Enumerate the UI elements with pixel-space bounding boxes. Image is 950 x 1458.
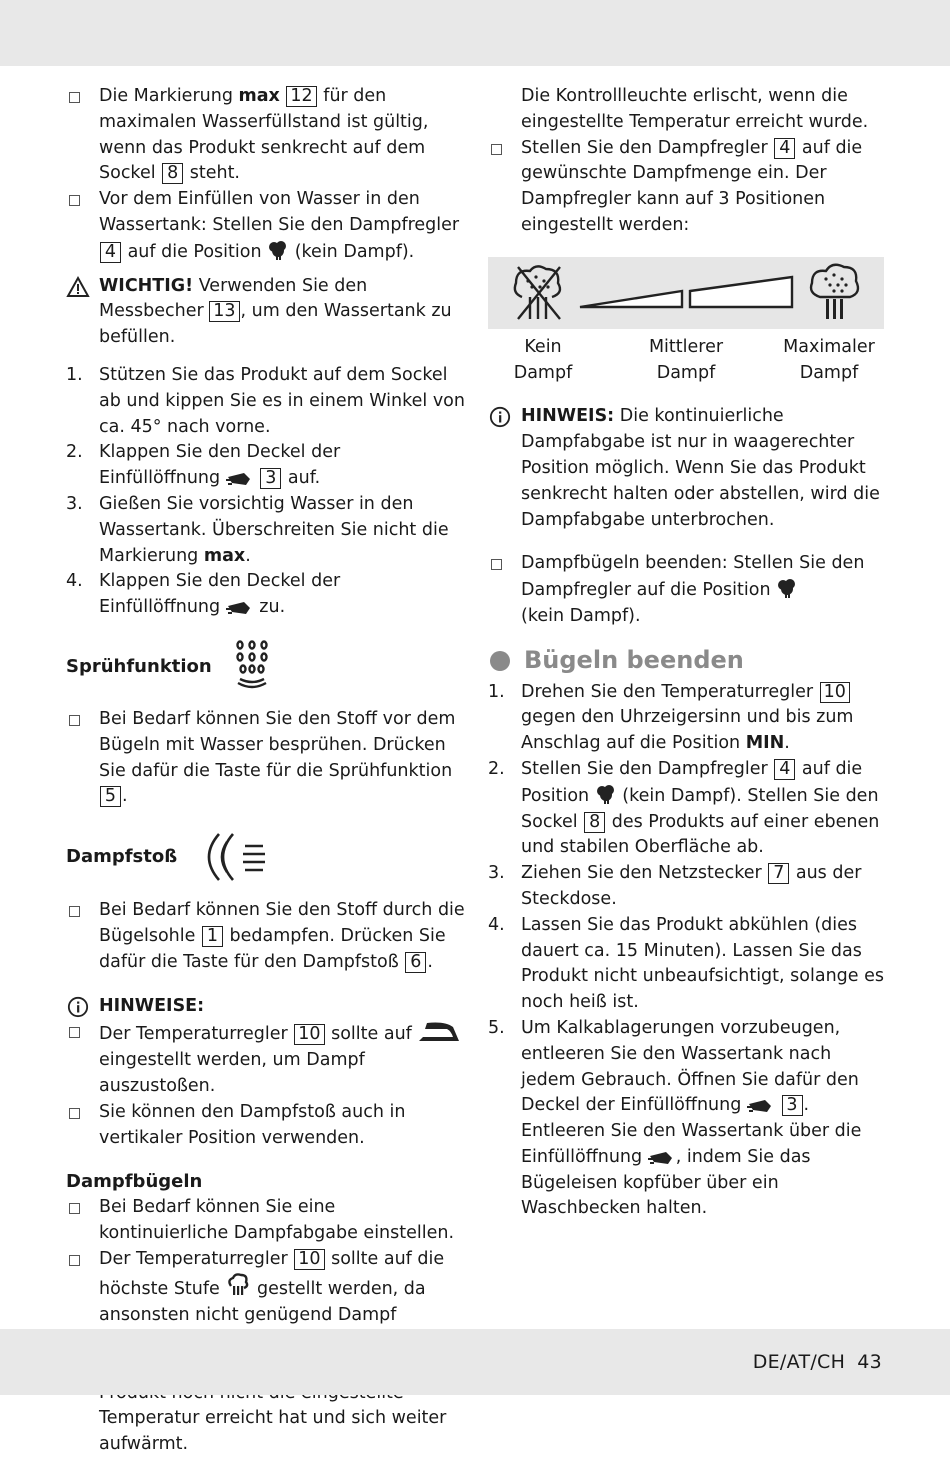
left-column [66,84,466,1458]
right-column [488,84,888,1222]
checkbox-bullet [69,906,80,917]
max-steam-icon [225,1272,251,1298]
reference-number: 4 [100,242,121,263]
list-item: Dampfbügeln beenden: Stellen Sie den Dampfregler auf die Position (kein Dampf). [488,551,888,629]
steam-level-labels [488,335,884,387]
fill-opening-icon [747,1094,775,1114]
list-item: Bei Bedarf können Sie eine kontinuierliche Dampfabgabe einstellen. [66,1195,466,1247]
reference-number: 3 [782,1095,803,1116]
reference-number: 8 [584,812,605,833]
checkbox-bullet [491,559,502,570]
checkbox-bullet [69,1108,80,1119]
reference-number: 6 [405,952,426,973]
list-item: Der Temperaturregler 10 sollte auf die höchste Stufe gestellt werden, da ansonsten nicht genügend Dampf Temperatur erreicht hat und sich weiter aufwärmt. [66,1247,466,1458]
reference-number: 12 [286,86,316,107]
fill-opening-icon [648,1146,676,1166]
numbered-step: 2. Stellen Sie den Dampfregler 4 auf die Position (kein Dampf). Stellen Sie den Sockel 8 des Produkts auf einer ebenen und stabilen Oberfläche ab. [488,758,880,858]
no-steam-icon [595,783,617,805]
info-note: HINWEIS: Die kontinuierliche Dampfabgabe ist nur in waagerechter Position möglich. Wenn Sie das Produkt senkrecht halten oder abstellen, wird die Dampfabgabe unterbrochen. [488,404,888,533]
no-steam-icon [267,239,289,261]
list-item: Vor dem Einfüllen von Wasser in den Wassertank: Stellen Sie den Dampfregler 4 auf die Position (kein Dampf). [66,187,466,265]
checkbox-bullet [69,92,80,103]
level-label: Mittlerer Dampf [648,336,724,383]
numbered-step: 5. Um Kalkablagerungen vorzubeugen, entleeren Sie den Wassertank nach jedem Gebrauch. Öffnen Sie dafür den Deckel der Einfüllöffnung 3 . Entleeren Sie den Wassertank über die Einfüllöffnung , indem Sie das Bügeleisen kopfüber über ein Waschbecken halten. [488,1017,862,1219]
reference-number: 4 [774,759,795,780]
checkbox-bullet [69,715,80,726]
spray-icon [232,639,272,695]
reference-number: 10 [294,1024,324,1045]
reference-number: 7 [768,863,789,884]
list-item: Die Markierung max 12 für den maximalen Wasserfüllstand ist gültig, wenn das Produkt senkrecht auf dem Sockel 8 steht. [66,84,466,187]
checkbox-bullet [491,144,502,155]
spray-section-header [66,639,466,695]
burst-section-header [66,828,466,886]
fill-opening-icon [226,467,254,487]
section-title: Dampfbügeln [66,1171,203,1193]
list-item: Bei Bedarf können Sie den Stoff durch die Bügelsohle 1 bedampfen. Drücken Sie dafür die Taste für den Dampfstoß 6 . [66,898,466,975]
medium-steam-wedge [580,291,682,307]
page-number: 43 [857,1351,882,1373]
reference-number: 10 [820,682,850,703]
no-steam-icon [515,266,560,319]
reference-number: 3 [260,468,281,489]
steam-level-diagram [488,257,884,329]
numbered-step: 1. Drehen Sie den Temperaturregler 10 gegen den Uhrzeigersinn und bis zum Anschlag auf die Position MIN. [488,681,854,754]
steam-burst-icon [193,828,273,886]
section-title: Dampfstoß [66,846,178,868]
region-label: DE/AT/CH [752,1351,846,1373]
warning-icon [66,276,90,298]
warning-note: WICHTIG! Verwenden Sie den Messbecher 13 , um den Wassertank zu befüllen. [66,274,466,351]
checkbox-bullet [69,1203,80,1214]
list-item: Stellen Sie den Dampfregler 4 auf die gewünschte Dampfmenge ein. Der Dampfregler kann auf 3 Positionen eingestellt werden: [488,136,888,239]
bullet-dot [490,651,510,671]
hints-note: HINWEISE: [66,994,466,1020]
iron-three-dots-icon [417,1019,461,1043]
reference-number: 10 [294,1249,324,1270]
numbered-step: 1. Stützen Sie das Produkt auf dem Sockel ab und kippen Sie es in einem Winkel von ca. 45° nach vorne. [66,364,465,437]
no-steam-icon [776,577,798,599]
section-heading: Bügeln beenden [488,648,888,674]
reference-number: 1 [202,926,223,947]
max-steam-icon [811,265,858,319]
level-label: Kein Dampf [513,336,573,383]
checkbox-bullet [69,1027,80,1038]
info-icon [488,406,512,428]
list-item: Sie können den Dampfstoß auch in vertikaler Position verwenden. [66,1100,466,1152]
list-item: Bei Bedarf können Sie den Stoff vor dem Bügeln mit Wasser besprühen. Drücken Sie dafür die Taste für die Sprühfunktion 5 . [66,707,466,810]
reference-number: 8 [162,163,183,184]
numbered-step: 3. Ziehen Sie den Netzstecker 7 aus der Steckdose. [488,863,862,909]
header-bar [0,0,950,66]
checkbox-bullet [69,195,80,206]
checkbox-bullet [69,1255,80,1266]
info-icon [66,996,90,1018]
page-footer [753,1350,882,1376]
paragraph: Die Kontrollleuchte erlischt, wenn die eingestellte Temperatur erreicht wurde. [521,86,869,132]
numbered-step: 4. Klappen Sie den Deckel der Einfüllöffnung zu. [66,571,341,618]
numbered-step: 4. Lassen Sie das Produkt abkühlen (dies dauert ca. 15 Minuten). Lassen Sie das Produkt nicht unbeaufsichtigt, solange es noch heiß ist. [488,914,884,1013]
list-item: Der Temperaturregler 10 sollte auf eingestellt werden, um Dampf auszustoßen. [66,1019,466,1099]
numbered-step: 2. Klappen Sie den Deckel der Einfüllöffnung 3 auf. [66,442,341,489]
steam-level-graphic [488,257,884,329]
reference-number: 5 [100,786,121,807]
fill-opening-icon [226,596,254,616]
reference-number: 4 [774,138,795,159]
numbered-step: 3. Gießen Sie vorsichtig Wasser in den Wassertank. Überschreiten Sie nicht die Markierung max. [66,493,449,566]
max-steam-wedge [690,277,792,307]
section-title: Sprühfunktion [66,656,212,678]
level-label: Maximaler Dampf [783,336,875,383]
reference-number: 13 [209,301,239,322]
